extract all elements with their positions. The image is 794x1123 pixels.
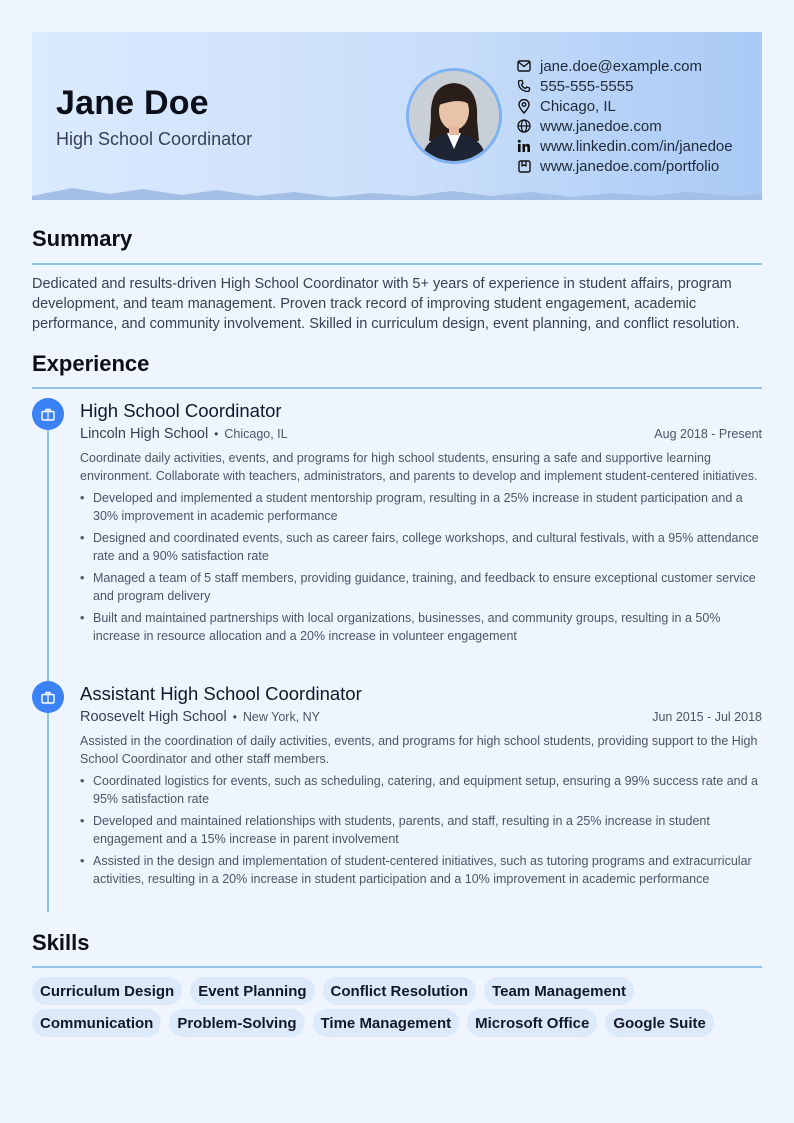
- portfolio-icon: [516, 158, 532, 174]
- skill-chip: Google Suite: [605, 1009, 714, 1037]
- summary-divider: [32, 263, 762, 265]
- job-role: High School Coordinator: [80, 400, 282, 421]
- separator-dot: •: [232, 710, 237, 724]
- contact-email[interactable]: [516, 56, 733, 76]
- linkedin-icon: [516, 138, 532, 154]
- briefcase-icon: [32, 681, 64, 713]
- skill-chip: Communication: [32, 1009, 161, 1037]
- job-company: Roosevelt High School: [80, 709, 227, 725]
- contact-phone[interactable]: [516, 76, 733, 96]
- experience-divider: [32, 387, 762, 389]
- candidate-name: Jane Doe: [56, 84, 209, 122]
- separator-dot: •: [214, 427, 219, 441]
- summary-heading: Summary: [32, 226, 133, 251]
- skills-list: [32, 977, 762, 1041]
- experience-entry: [80, 400, 762, 649]
- job-dates: Jun 2015 - Jul 2018: [652, 710, 762, 724]
- contact-portfolio[interactable]: [516, 156, 733, 176]
- achievement-item: • Designed and coordinated events, such as career fairs, college workshops, and cultural festivals, with a 95% attendance rate and a 90% satisfaction rate: [80, 529, 762, 565]
- job-meta: [80, 426, 762, 449]
- achievement-item: • Built and maintained partnerships with local organizations, businesses, and community groups, resulting in a 50% increase in resource allocation and a 20% increase in volunteer engagement: [80, 609, 762, 645]
- achievement-item: • Coordinated logistics for events, such as scheduling, catering, and equipment setup, ensuring a 99% success rate and a 95% satisfaction rate: [80, 772, 762, 808]
- contact-location-text: Chicago, IL: [540, 97, 616, 115]
- skill-chip: Time Management: [313, 1009, 460, 1037]
- achievement-item: • Assisted in the design and implementation of student-centered initiatives, such as tutoring programs and extracurricular activities, resulting in a 20% increase in student participation and a 10% improvement in academic performance: [80, 852, 762, 888]
- contact-location: [516, 96, 733, 116]
- job-role: Assistant High School Coordinator: [80, 683, 362, 704]
- header-wave-decoration: [32, 184, 762, 200]
- candidate-title: High School Coordinator: [56, 129, 253, 149]
- job-meta: [80, 709, 762, 732]
- achievement-item: • Developed and implemented a student mentorship program, resulting in a 25% increase in student participation and a 30% improvement in academic performance: [80, 489, 762, 525]
- achievement-item: • Managed a team of 5 staff members, providing guidance, training, and feedback to ensure exceptional customer service and program delivery: [80, 569, 762, 605]
- experience-timeline: [47, 412, 49, 912]
- contact-list: [516, 56, 733, 176]
- experience-heading: Experience: [32, 351, 150, 376]
- profile-photo-image: [409, 71, 499, 161]
- contact-website-text: www.janedoe.com: [540, 117, 662, 135]
- contact-website[interactable]: [516, 116, 733, 136]
- summary-text: Dedicated and results-driven High School Coordinator with 5+ years of experience in student affairs, program development, and team management. Proven track record of improving student engagement, academic performance, and community involvement. Skilled in curriculum design, event planning, and conflict resolution.: [32, 276, 740, 332]
- resume-header: [32, 32, 762, 200]
- experience-entry: [80, 683, 762, 892]
- phone-icon: [516, 78, 532, 94]
- skill-chip: Microsoft Office: [467, 1009, 597, 1037]
- skills-heading: Skills: [32, 930, 90, 955]
- skills-divider: [32, 966, 762, 968]
- achievement-item: • Developed and maintained relationships with students, parents, and staff, resulting in a 25% increase in student engagement and a 15% increase in parent involvement: [80, 812, 762, 848]
- job-dates: Aug 2018 - Present: [654, 427, 762, 441]
- skill-chip: Team Management: [484, 977, 634, 1005]
- job-location: New York, NY: [242, 710, 321, 724]
- skill-chip: Curriculum Design: [32, 977, 182, 1005]
- briefcase-icon: [32, 398, 64, 430]
- job-description: Coordinate daily activities, events, and programs for high school students, ensuring a safe and supportive learning environment. Collaborate with teachers, administrators, and parents to develop and implement student-centered initiatives.: [80, 451, 758, 483]
- contact-linkedin[interactable]: [516, 136, 733, 156]
- contact-linkedin-text: www.linkedin.com/in/janedoe: [540, 137, 733, 155]
- map-pin-icon: [516, 98, 532, 114]
- contact-portfolio-text: www.janedoe.com/portfolio: [540, 157, 720, 175]
- contact-email-text: jane.doe@example.com: [540, 57, 702, 75]
- contact-phone-text: 555-555-5555: [540, 77, 634, 95]
- profile-photo: [406, 68, 502, 164]
- job-achievements: [80, 489, 762, 645]
- job-company: Lincoln High School: [80, 426, 209, 442]
- envelope-icon: [516, 58, 532, 74]
- skill-chip: Problem-Solving: [169, 1009, 304, 1037]
- skill-chip: Event Planning: [190, 977, 314, 1005]
- skill-chip: Conflict Resolution: [323, 977, 477, 1005]
- globe-icon: [516, 118, 532, 134]
- job-description: Assisted in the coordination of daily activities, events, and programs for high school students, providing support to the High School Coordinator and other staff members.: [80, 734, 758, 766]
- job-achievements: [80, 772, 762, 888]
- job-location: Chicago, IL: [224, 427, 288, 441]
